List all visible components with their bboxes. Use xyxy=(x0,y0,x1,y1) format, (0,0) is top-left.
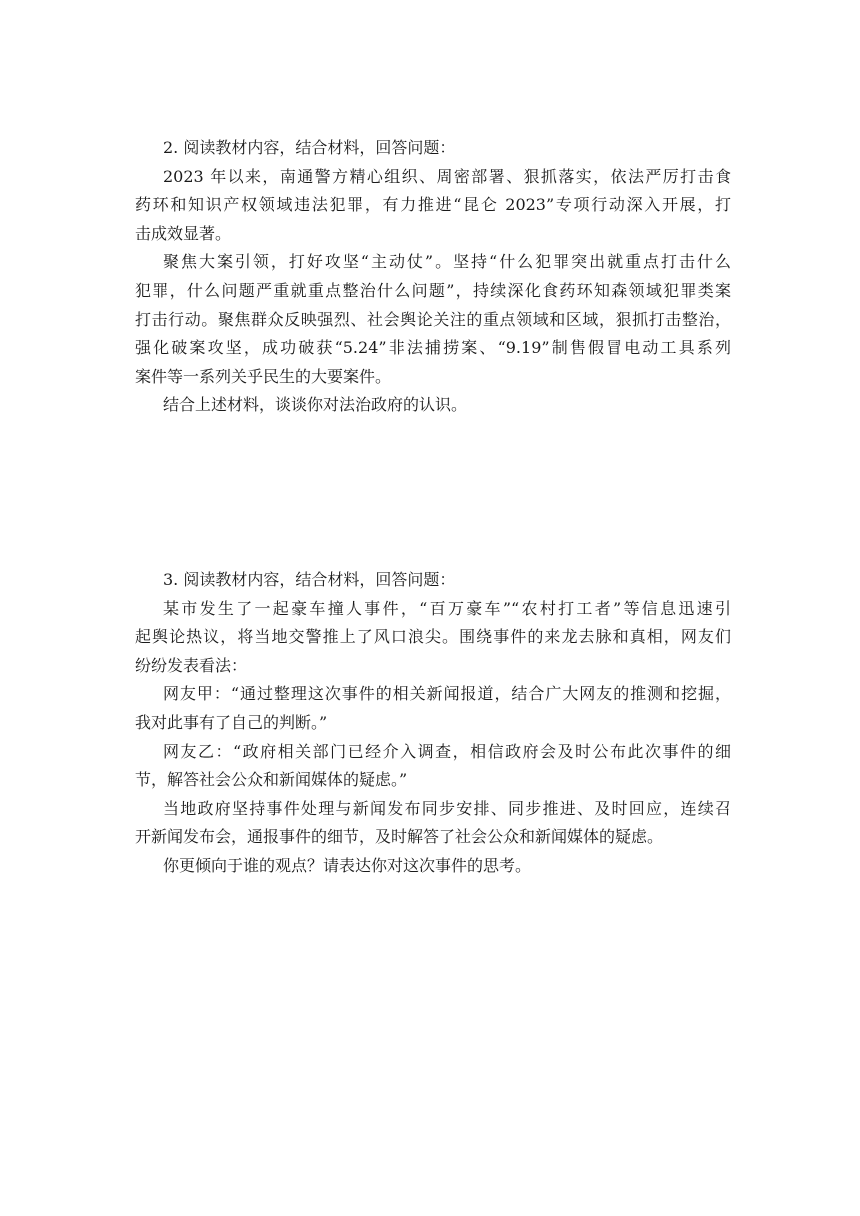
text-line: 我对此事有了自己的判断。” xyxy=(135,712,328,732)
text-line: 结合上述材料，谈谈你对法治政府的认识。 xyxy=(163,395,468,415)
text-line: 案件等一系列关乎民生的大要案件。 xyxy=(135,366,392,386)
question-3-prompt xyxy=(135,852,731,881)
question-2-paragraph-2 xyxy=(135,248,731,391)
text-line: 强化破案攻坚，成功破获“5.24”非法捕捞案、“9.19”制售假冒电动工具系列 xyxy=(135,338,731,358)
text-line: 某市发生了一起豪车撞人事件，“百万豪车”“农村打工者”等信息迅速引 xyxy=(163,598,731,618)
question-2-paragraph-1 xyxy=(135,163,731,249)
text-line: 打击行动。聚焦群众反映强烈、社会舆论关注的重点领域和区域，狠抓打击整治， xyxy=(135,309,731,329)
question-2-prompt xyxy=(135,391,731,420)
text-line: 击成效显著。 xyxy=(135,223,232,243)
text-line: 2023 年以来，南通警方精心组织、周密部署、狠抓落实，依法严厉打击食 xyxy=(163,166,731,186)
question-3-paragraph-2 xyxy=(135,680,731,737)
question-3-paragraph-4 xyxy=(135,795,731,852)
question-3 xyxy=(135,566,731,881)
text-line: 药环和知识产权领域违法犯罪，有力推进“昆仑 2023”专项行动深入开展，打 xyxy=(135,195,731,215)
question-2 xyxy=(135,134,731,420)
text-line: 纷纷发表看法： xyxy=(135,655,248,675)
question-2-title: 2. 阅读教材内容，结合材料，回答问题： xyxy=(163,138,456,157)
text-line: 开新闻发布会，通报事件的细节，及时解答了社会公众和新闻媒体的疑虑。 xyxy=(135,827,664,847)
text-line: 犯罪，什么问题严重就重点整治什么问题”，持续深化食药环知森领域犯罪类案 xyxy=(135,280,731,300)
text-line: 起舆论热议，将当地交警推上了风口浪尖。围绕事件的来龙去脉和真相，网友们 xyxy=(135,627,731,647)
text-line: 网友甲：“通过整理这次事件的相关新闻报道，结合广大网友的推测和挖掘， xyxy=(163,684,731,704)
text-line: 节，解答社会公众和新闻媒体的疑虑。” xyxy=(135,770,408,790)
text-line: 网友乙：“政府相关部门已经介入调查，相信政府会及时公布此次事件的细 xyxy=(163,741,731,761)
question-3-paragraph-1 xyxy=(135,595,731,681)
question-3-paragraph-3 xyxy=(135,738,731,795)
text-line: 你更倾向于谁的观点？请表达你对这次事件的思考。 xyxy=(163,855,532,875)
text-line: 聚焦大案引领，打好攻坚“主动仗”。坚持“什么犯罪突出就重点打击什么 xyxy=(163,252,731,272)
question-3-title: 3. 阅读教材内容，结合材料，回答问题： xyxy=(163,570,456,589)
text-line: 当地政府坚持事件处理与新闻发布同步安排、同步推进、及时回应，连续召 xyxy=(163,798,731,818)
